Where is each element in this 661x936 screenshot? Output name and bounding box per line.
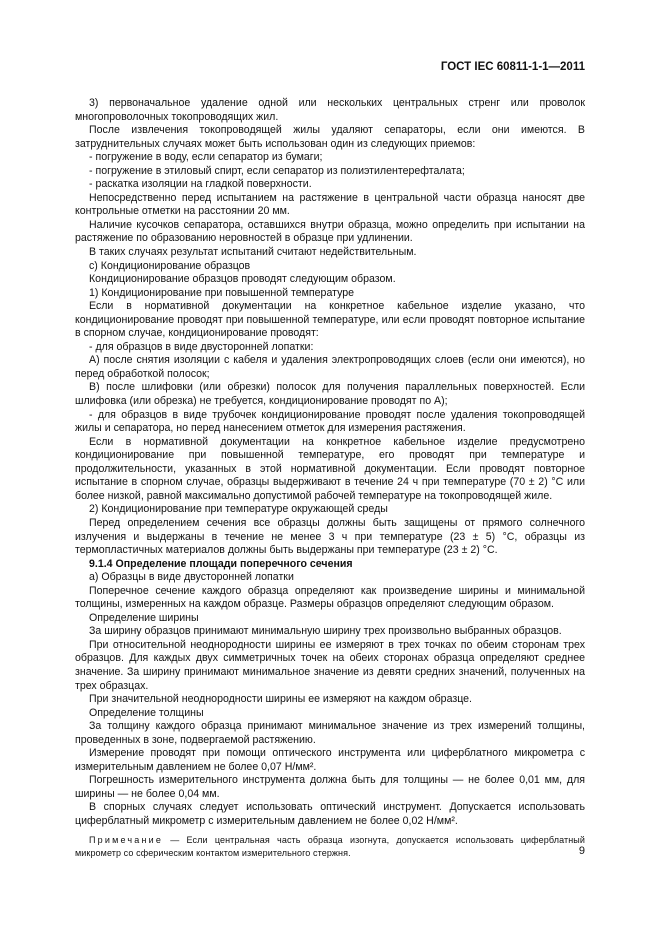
list-item: - погружение в этиловый спирт, если сепаратор из полиэтилентерефталата; xyxy=(89,164,465,177)
subsection-heading: 2) Кондиционирование при температуре окружающей среды xyxy=(89,503,388,516)
list-item: В) после шлифовки (или обрезки) полосок для получения параллельных поверхностей. Если шлифовка (или обрезка) не требуется, кондиционирование проводят по А); xyxy=(75,381,585,408)
paragraph: При значительной неоднородности ширины ее измеряют на каждом образце. xyxy=(89,693,472,706)
paragraph: За толщину каждого образца принимают минимальное значение из трех измерений толщины, проведенных в зоне, подвергаемой растяжению. xyxy=(75,720,585,746)
paragraph: Наличие кусочков сепаратора, оставшихся внутри образца, можно определить при испытании на растяжение по образованию неровностей в образце при удлинении. xyxy=(75,218,585,245)
list-item: - раскатка изоляции на гладкой поверхности. xyxy=(89,178,312,191)
paragraph: Непосредственно перед испытанием на растяжение в центральной части образца наносят две контрольные отметки на расстоянии 20 мм. xyxy=(75,191,585,218)
list-item: А) после снятия изоляции с кабеля и удаления электропроводящих слоев (если они имеются), но перед обработкой полосок; xyxy=(75,354,585,380)
list-item: - для образцов в виде двусторонней лопатки: xyxy=(89,340,314,353)
subsection-heading: Определение толщины xyxy=(89,706,204,719)
paragraph: При относительной неоднородности ширины ее измеряют в трех точках по обеим сторонам трех образцов. Для каждых двух симметричных точек на обеих сторонах образца определяют среднее значение. За ширину принимают минимальное значение из девяти средних значений, полученных на трех образцах. xyxy=(75,638,585,692)
subsection-heading: а) Образцы в виде двусторонней лопатки xyxy=(89,571,294,584)
paragraph: В таких случаях результат испытаний считают недействительным. xyxy=(89,246,417,259)
document-code-header: ГОСТ IEC 60811-1-1—2011 xyxy=(440,61,585,73)
note-text: — Если центральная часть образца изогнута, допускается использовать циферблатный микрометр со сферическим контактом измерительного стержня. xyxy=(75,834,585,858)
paragraph: Если в нормативной документации на конкретное кабельное изделие предусмотрено кондиционирование при повышенной температуре, его проводят при температуре и продолжительности, указанных в этой нормативной документации. Если проводят повторное испытание в спорном случае, образцы выдерживают в течение 24 ч при температуре (70 ± 2) °С или более низкой, равной максимально допустимой рабочей температуре на токопроводящей жиле. xyxy=(75,435,585,502)
body-text xyxy=(75,97,585,860)
subsection-heading: c) Кондиционирование образцов xyxy=(89,259,251,272)
section-heading: 9.1.4 Определение площади поперечного сечения xyxy=(89,557,353,570)
paragraph: Если в нормативной документации на конкретное кабельное изделие указано, что кондиционирование проводят при повышенной температуре, или если проводят повторное испытание в спорном случае, кондиционирование проводят: xyxy=(75,300,585,340)
note-label: Примечание xyxy=(89,834,164,845)
page-number: 9 xyxy=(578,845,585,857)
subsection-heading: 1) Кондиционирование при повышенной температуре xyxy=(89,286,355,299)
paragraph: За ширину образцов принимают минимальную ширину трех произвольно выбранных образцов. xyxy=(89,625,562,638)
note xyxy=(75,834,585,860)
subsection-heading: Определение ширины xyxy=(89,611,199,624)
list-item: - для образцов в виде трубочек кондиционирование проводят после удаления токопроводящей жилы и сепаратора, но перед нанесением отметок для измерения растяжения. xyxy=(75,408,585,435)
paragraph: После извлечения токопроводящей жилы удаляют сепараторы, если они имеются. В затруднительных случаях может быть использован один из следующих приемов: xyxy=(75,124,585,150)
list-item: - погружение в воду, если сепаратор из бумаги; xyxy=(89,151,323,164)
paragraph: Погрешность измерительного инструмента должна быть для толщины — не более 0,01 мм, для ширины — не более 0,04 мм. xyxy=(75,774,585,800)
paragraph: Перед определением сечения все образцы должны быть защищены от прямого солнечного излучения и выдержаны в течение не менее 3 ч при температуре (23 ± 5) °С, образцы из термопластичных материалов должны быть выдержаны при температуре (23 ± 2) °С. xyxy=(75,516,585,557)
paragraph: В спорных случаях следует использовать оптический инструмент. Допускается использовать циферблатный микрометр с измерительным давлением не более 0,02 Н/мм². xyxy=(75,801,585,827)
paragraph: 3) первоначальное удаление одной или нескольких центральных стренг или проволок многопроволочных токопроводящих жил. xyxy=(75,97,585,123)
paragraph: Поперечное сечение каждого образца определяют как произведение ширины и минимальной толщины, измеренных на каждом образце. Размеры образцов определяют следующим образом. xyxy=(75,584,585,611)
paragraph: Измерение проводят при помощи оптического инструмента или циферблатного микрометра с измерительным давлением не более 0,07 Н/мм². xyxy=(75,747,585,773)
paragraph: Кондиционирование образцов проводят следующим образом. xyxy=(89,273,396,286)
